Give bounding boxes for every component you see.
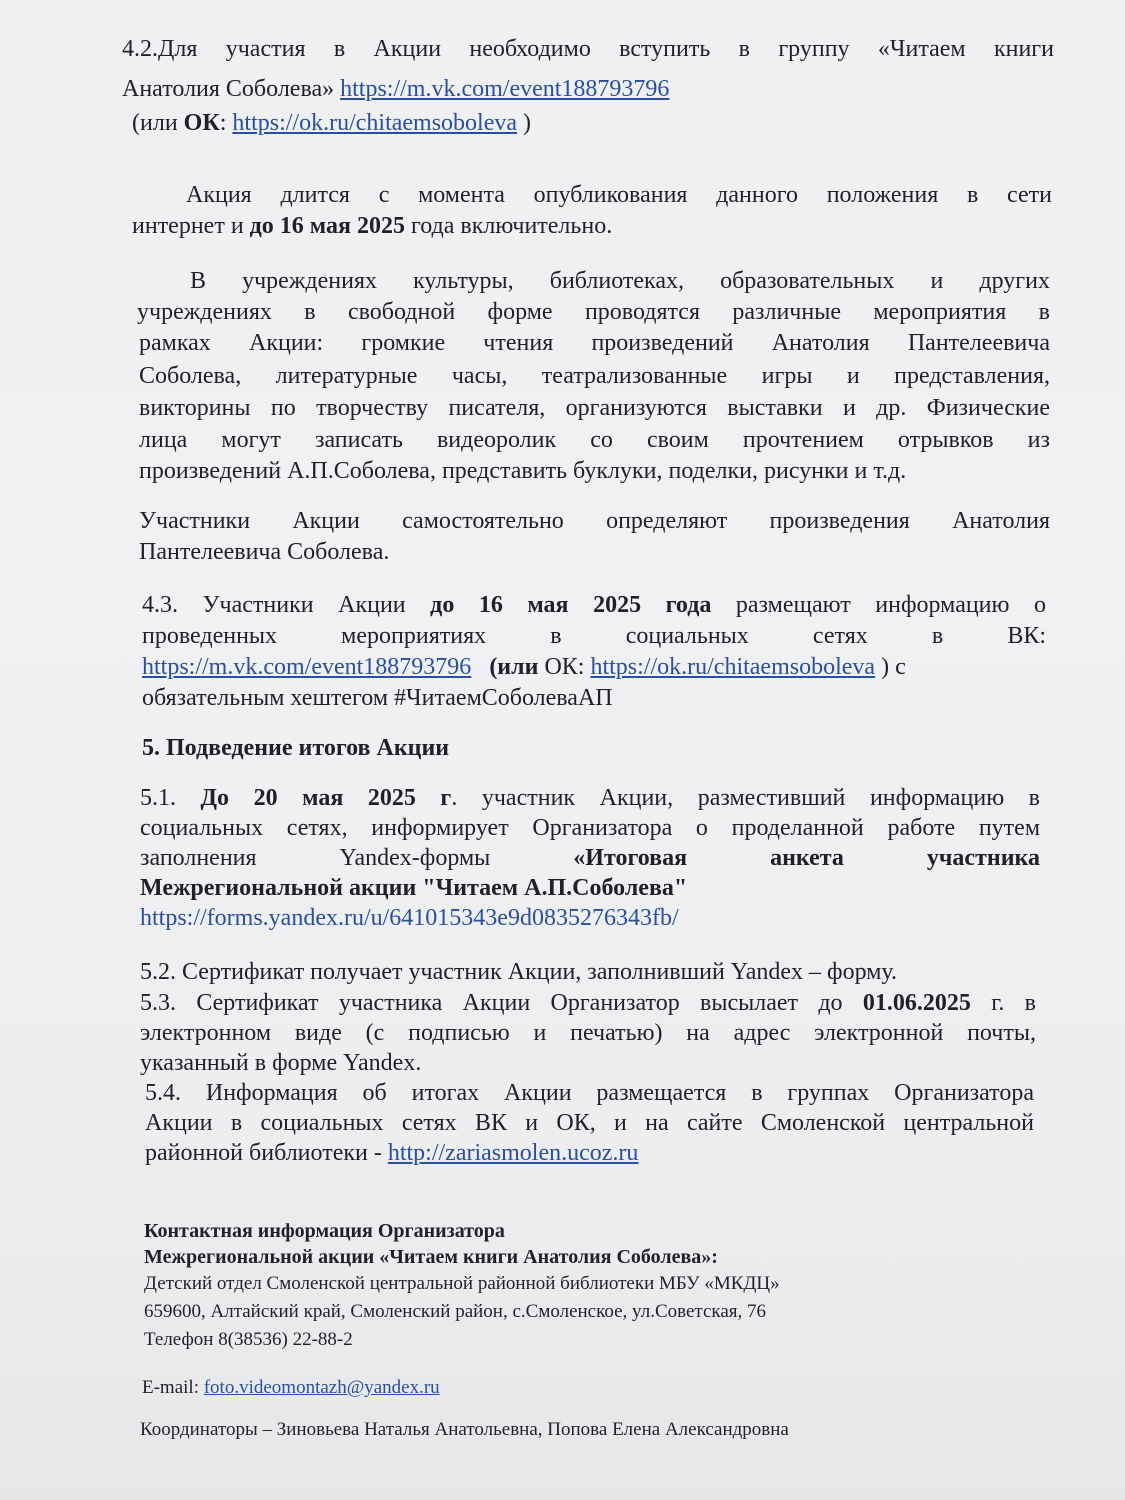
vk-event-link[interactable]: https://m.vk.com/event188793796 xyxy=(142,654,472,680)
s51-line-3: заполнения Yandex-формы «Итоговая анкета участника xyxy=(140,845,1040,871)
s53-line-1: 5.3. Сертификат участника Акции Организатор высылает до 01.06.2025 г. в xyxy=(140,990,1037,1016)
s42-line-2: Анатолия Соболева» https://m.vk.com/event188793796 xyxy=(122,76,670,102)
inst-line-4: Соболева, литературные часы, театрализованные игры и представления, xyxy=(139,363,1050,389)
s53-line-2: электронном виде (с подписью и печатью) на адрес электронной почты, xyxy=(140,1020,1036,1046)
yandex-form-link[interactable]: https://forms.yandex.ru/u/641015343e9d0835276343fb/ xyxy=(140,905,679,931)
coordinators: Координаторы – Зиновьева Наталья Анатольевна, Попова Елена Александровна xyxy=(140,1419,789,1440)
vk-group-link[interactable]: https://m.vk.com/event188793796 xyxy=(340,76,670,102)
s54-line-1: 5.4. Информация об итогах Акции размещается в группах Организатора xyxy=(145,1080,1034,1106)
s52-line-1: 5.2. Сертификат получает участник Акции, заполнивший Yandex – форму. xyxy=(140,959,897,985)
duration-line-1: Акция длится с момента опубликования данного положения в сети xyxy=(186,182,1052,208)
contact-phone: Телефон 8(38536) 22-88-2 xyxy=(144,1329,353,1350)
s53-line-3: указанный в форме Yandex. xyxy=(140,1050,422,1076)
s54-line-2: Акции в социальных сетях ВК и ОК, и на сайте Смоленской центральной xyxy=(145,1110,1034,1136)
s43-line-4: обязательным хештегом #ЧитаемСоболеваАП xyxy=(142,685,613,711)
s51-line-5 xyxy=(140,903,1040,934)
section-5-heading: 5. Подведение итогов Акции xyxy=(142,735,450,761)
library-site-link[interactable]: http://zariasmolen.ucoz.ru xyxy=(387,1140,639,1166)
ok-link[interactable]: https://ok.ru/chitaemsoboleva xyxy=(590,654,876,680)
inst-line-7: произведений А.П.Соболева, представить буклуки, поделки, рисунки и т.д. xyxy=(139,458,907,484)
ok-group-link[interactable]: https://ok.ru/chitaemsoboleva xyxy=(232,110,518,136)
duration-line-2: интернет и до 16 мая 2025 года включительно. xyxy=(132,213,613,239)
inst-line-5: викторины по творчеству писателя, организуются выставки и др. Физические xyxy=(139,395,1050,421)
s51-line-2: социальных сетях, информирует Организатора о проделанной работе путем xyxy=(140,815,1040,841)
s42-line-1: 4.2.Для участия в Акции необходимо вступить в группу «Читаем книги xyxy=(122,36,1054,62)
contact-heading-2: Межрегиональной акции «Читаем книги Анатолия Соболева»: xyxy=(144,1246,718,1268)
participants-line-2: Пантелеевича Соболева. xyxy=(139,539,390,565)
contact-heading-1: Контактная информация Организатора xyxy=(144,1220,505,1242)
inst-line-1: В учреждениях культуры, библиотеках, образовательных и других xyxy=(190,268,1050,294)
inst-line-2: учреждениях в свободной форме проводятся различные мероприятия в xyxy=(137,299,1050,325)
contact-email-link[interactable]: foto.videomontazh@yandex.ru xyxy=(203,1377,440,1398)
s43-line-1: 4.3. Участники Акции до 16 мая 2025 года размещают информацию о xyxy=(142,592,1046,618)
participants-line-1: Участники Акции самостоятельно определяют произведения Анатолия xyxy=(139,508,1050,534)
s43-line-2: проведенных мероприятиях в социальных сетях в ВК: xyxy=(142,623,1046,649)
s43-line-3: https://m.vk.com/event188793796 (или ОК: https://ok.ru/chitaemsoboleva ) с xyxy=(142,654,906,680)
s51-line-1: 5.1. До 20 мая 2025 г. участник Акции, разместивший информацию в xyxy=(140,785,1040,811)
contact-org: Детский отдел Смоленской центральной районной библиотеки МБУ «МКДЦ» xyxy=(144,1273,780,1294)
inst-line-3: рамках Акции: громкие чтения произведений Анатолия Пантелеевича xyxy=(139,330,1050,356)
contact-address: 659600, Алтайский край, Смоленский район, с.Смоленское, ул.Советская, 76 xyxy=(144,1301,766,1322)
contact-email-line: E-mail: foto.videomontazh@yandex.ru xyxy=(142,1377,440,1398)
s54-line-3: районной библиотеки - http://zariasmolen.ucoz.ru xyxy=(145,1140,639,1166)
s51-line-4: Межрегиональной акции "Читаем А.П.Соболева" xyxy=(140,875,688,901)
inst-line-6: лица могут записать видеоролик со своим прочтением отрывков из xyxy=(139,427,1050,453)
s42-line-3: (или ОК: https://ok.ru/chitaemsoboleva ) xyxy=(132,110,532,136)
